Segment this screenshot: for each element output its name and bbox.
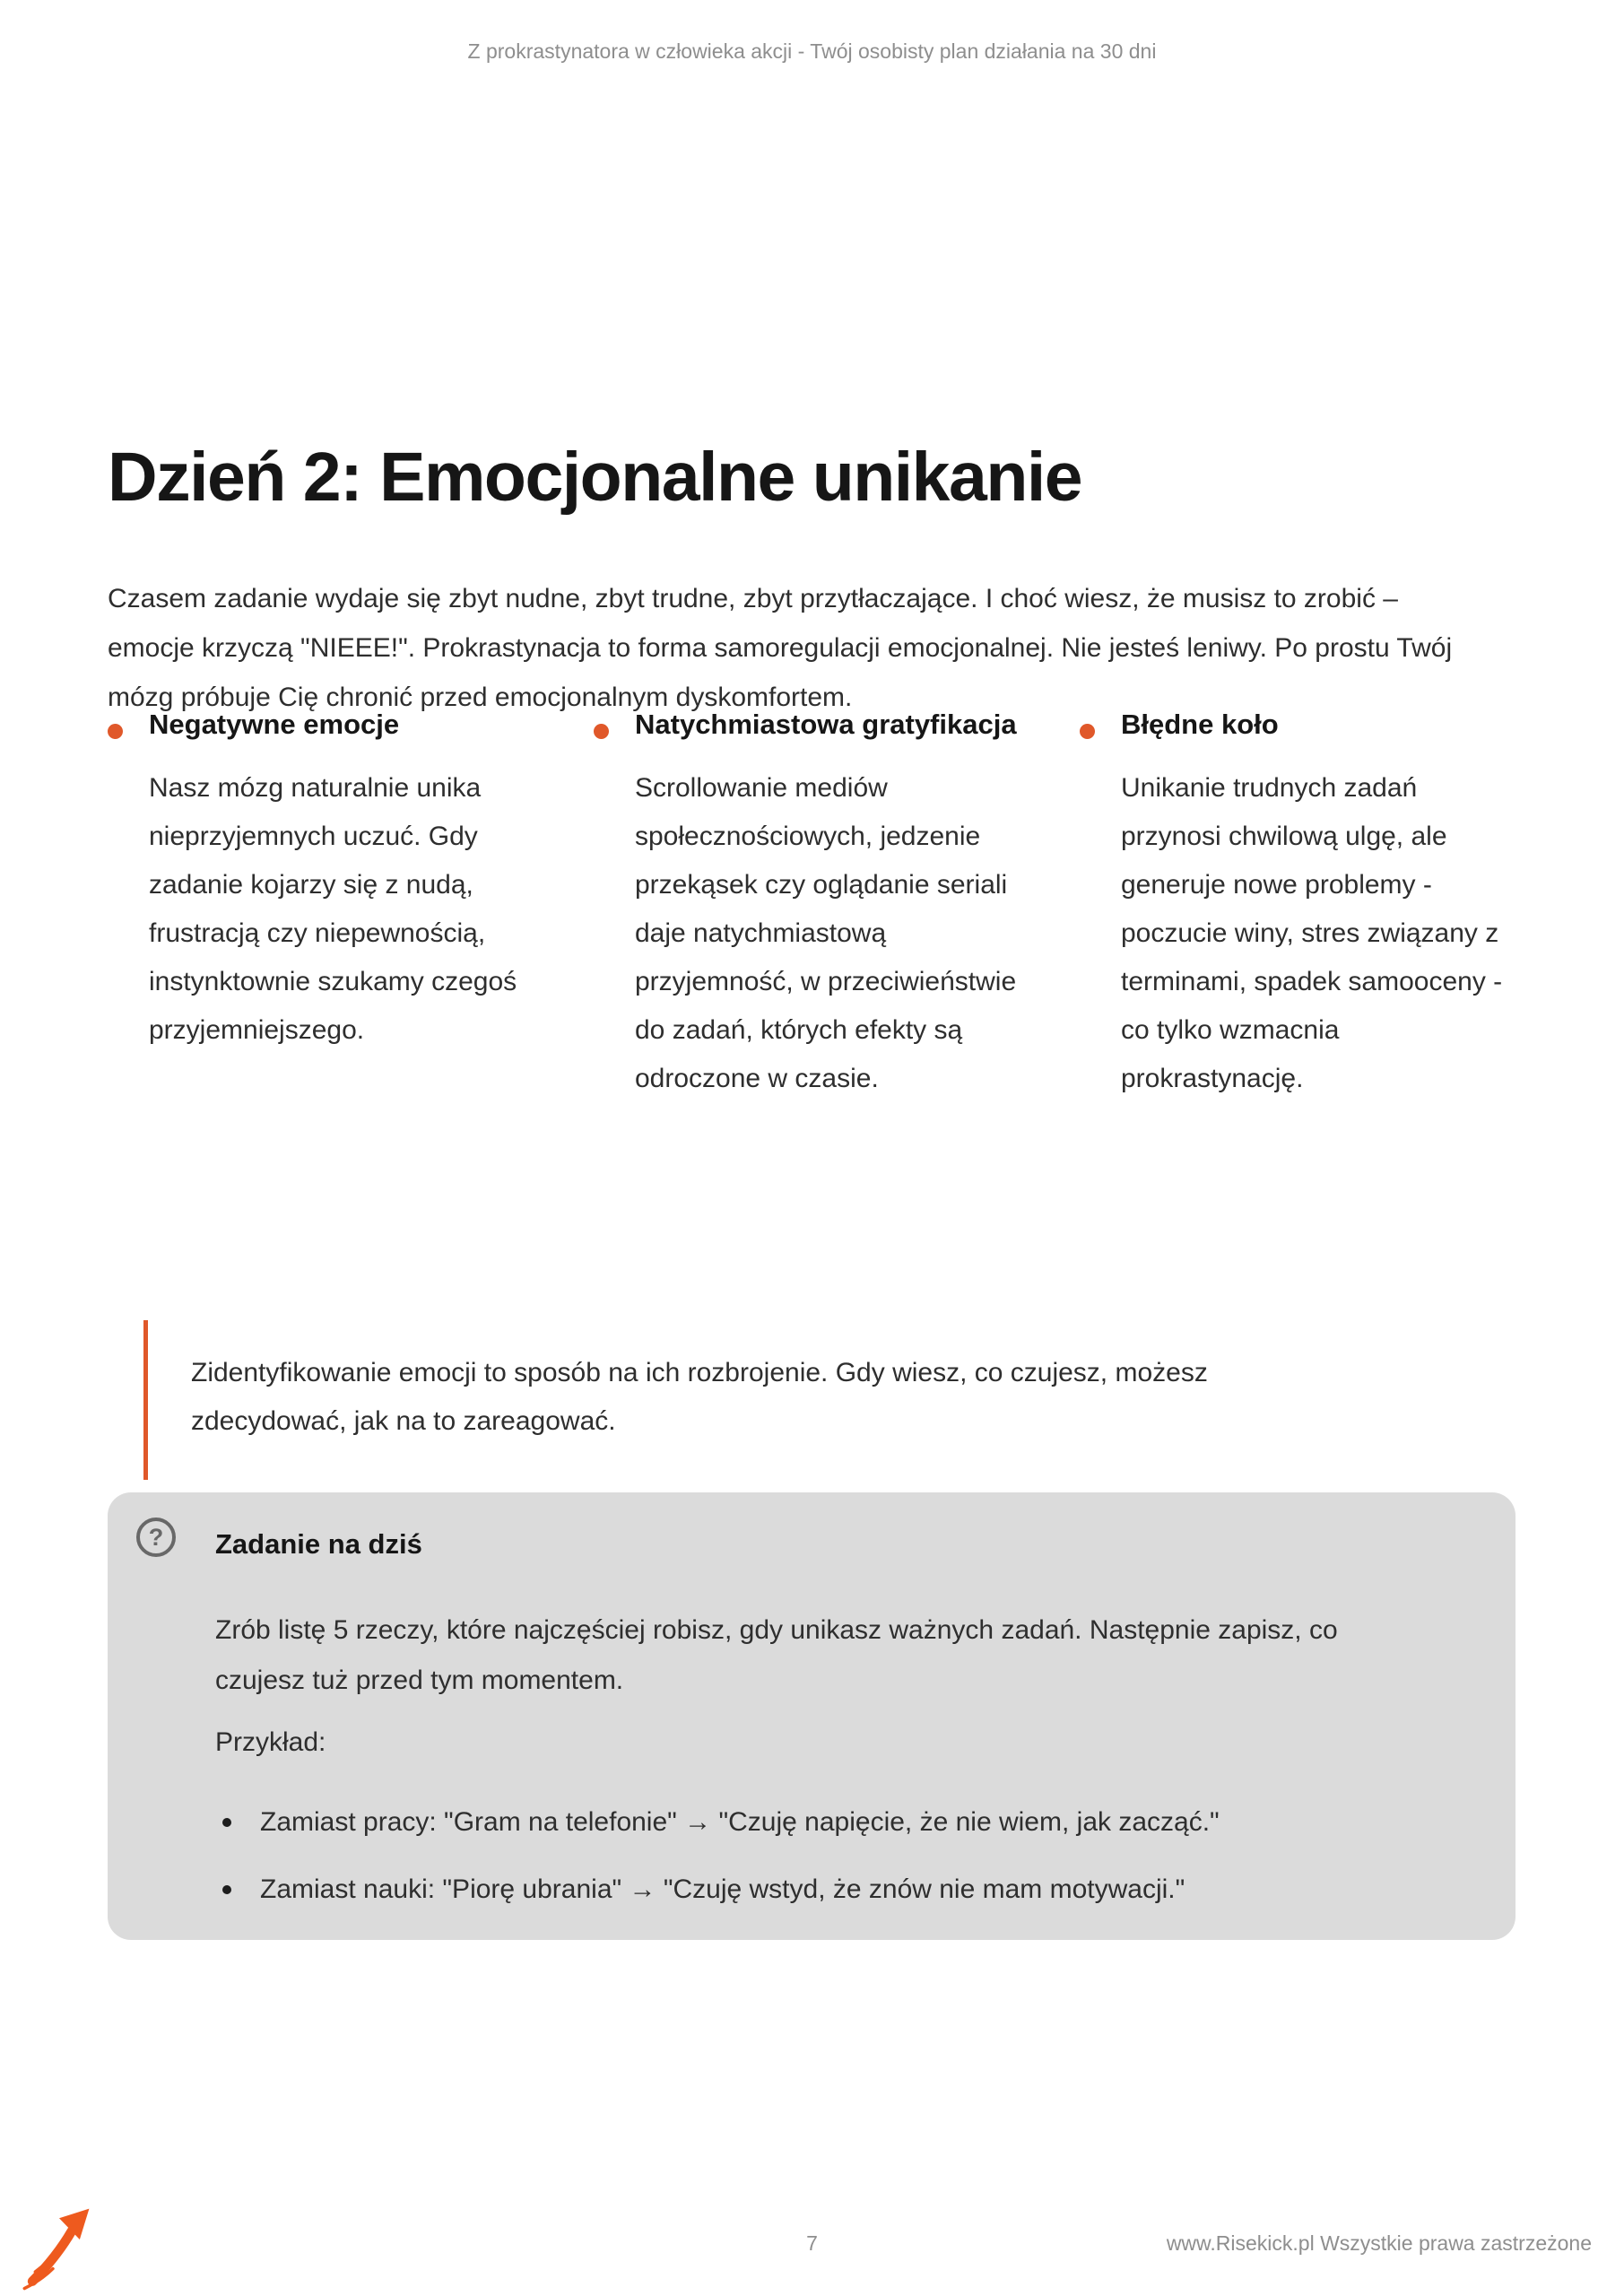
column-content (149, 707, 543, 1055)
bullet-dot-icon (594, 724, 609, 739)
column-negative-emotions (108, 707, 543, 1103)
task-description: Zrób listę 5 rzeczy, które najczęściej robisz, gdy unikasz ważnych zadań. Następnie zapisz, co czujesz tuż przed tym momentem. (215, 1615, 1338, 1695)
column-title: Natychmiastowa gratyfikacja (635, 709, 1017, 740)
example-text: Zamiast nauki: "Piorę ubrania" → "Czuję wstyd, że znów nie mam motywacji." (260, 1874, 1185, 1904)
example-list (215, 1796, 1440, 1915)
task-title: Zadanie na dziś (215, 1528, 422, 1560)
bullet-icon (222, 1818, 231, 1827)
task-box (108, 1492, 1515, 1940)
column-content (635, 707, 1029, 1103)
column-content (1121, 707, 1515, 1103)
example-text: Zamiast pracy: "Gram na telefonie" → "Czuję napięcie, że nie wiem, jak zacząć." (260, 1807, 1220, 1837)
bullet-icon (222, 1885, 231, 1894)
pull-quote: Zidentyfikowanie emocji to sposób na ich rozbrojenie. Gdy wiesz, co czujesz, możesz zdecydować, jak na to zareagować. (143, 1320, 1345, 1480)
copyright-text: www.Risekick.pl Wszystkie prawa zastrzeżone (1166, 2231, 1592, 2255)
column-title: Negatywne emocje (149, 709, 400, 740)
example-item (215, 1864, 1440, 1915)
page-header: Z prokrastynatora w człowieka akcji - Twój osobisty plan działania na 30 dni (467, 39, 1157, 63)
question-mark-icon: ? (136, 1518, 176, 1557)
example-item (215, 1796, 1440, 1848)
bullet-dot-icon (1080, 724, 1095, 739)
bullet-dot-icon (108, 724, 123, 739)
key-points-columns (108, 707, 1515, 1103)
column-body: Unikanie trudnych zadań przynosi chwilową ulgę, ale generuje nowe problemy - poczucie winy, stres związany z terminami, spadek samooceny - co tylko wzmacnia prokrastynację. (1121, 773, 1503, 1093)
column-vicious-cycle (1080, 707, 1515, 1103)
page-number: 7 (806, 2231, 818, 2255)
column-body: Nasz mózg naturalnie unika nieprzyjemnych uczuć. Gdy zadanie kojarzy się z nudą, frustracją czy niepewnością, instynktownie szukamy czegoś przyjemniejszego. (149, 773, 517, 1045)
column-body: Scrollowanie mediów społecznościowych, jedzenie przekąsek czy oglądanie seriali daje natychmiastową przyjemność, w przeciwieństwie do zadań, których efekty są odroczone w czasie. (635, 773, 1017, 1093)
example-label: Przykład: (215, 1727, 326, 1757)
intro-paragraph: Czasem zadanie wydaje się zbyt nudne, zbyt trudne, zbyt przytłaczające. I choć wiesz, że musisz to zrobić – emocje krzyczą "NIEEE!". Prokrastynacja to forma samoregulacji emocjonalnej. Nie jesteś leniwy. Po prostu Twój mózg próbuje Cię chronić przed emocjonalnym dyskomfortem. (108, 584, 1453, 712)
page-title: Dzień 2: Emocjonalne unikanie (108, 438, 1082, 516)
column-instant-gratification (594, 707, 1029, 1103)
column-title: Błędne koło (1121, 709, 1279, 740)
